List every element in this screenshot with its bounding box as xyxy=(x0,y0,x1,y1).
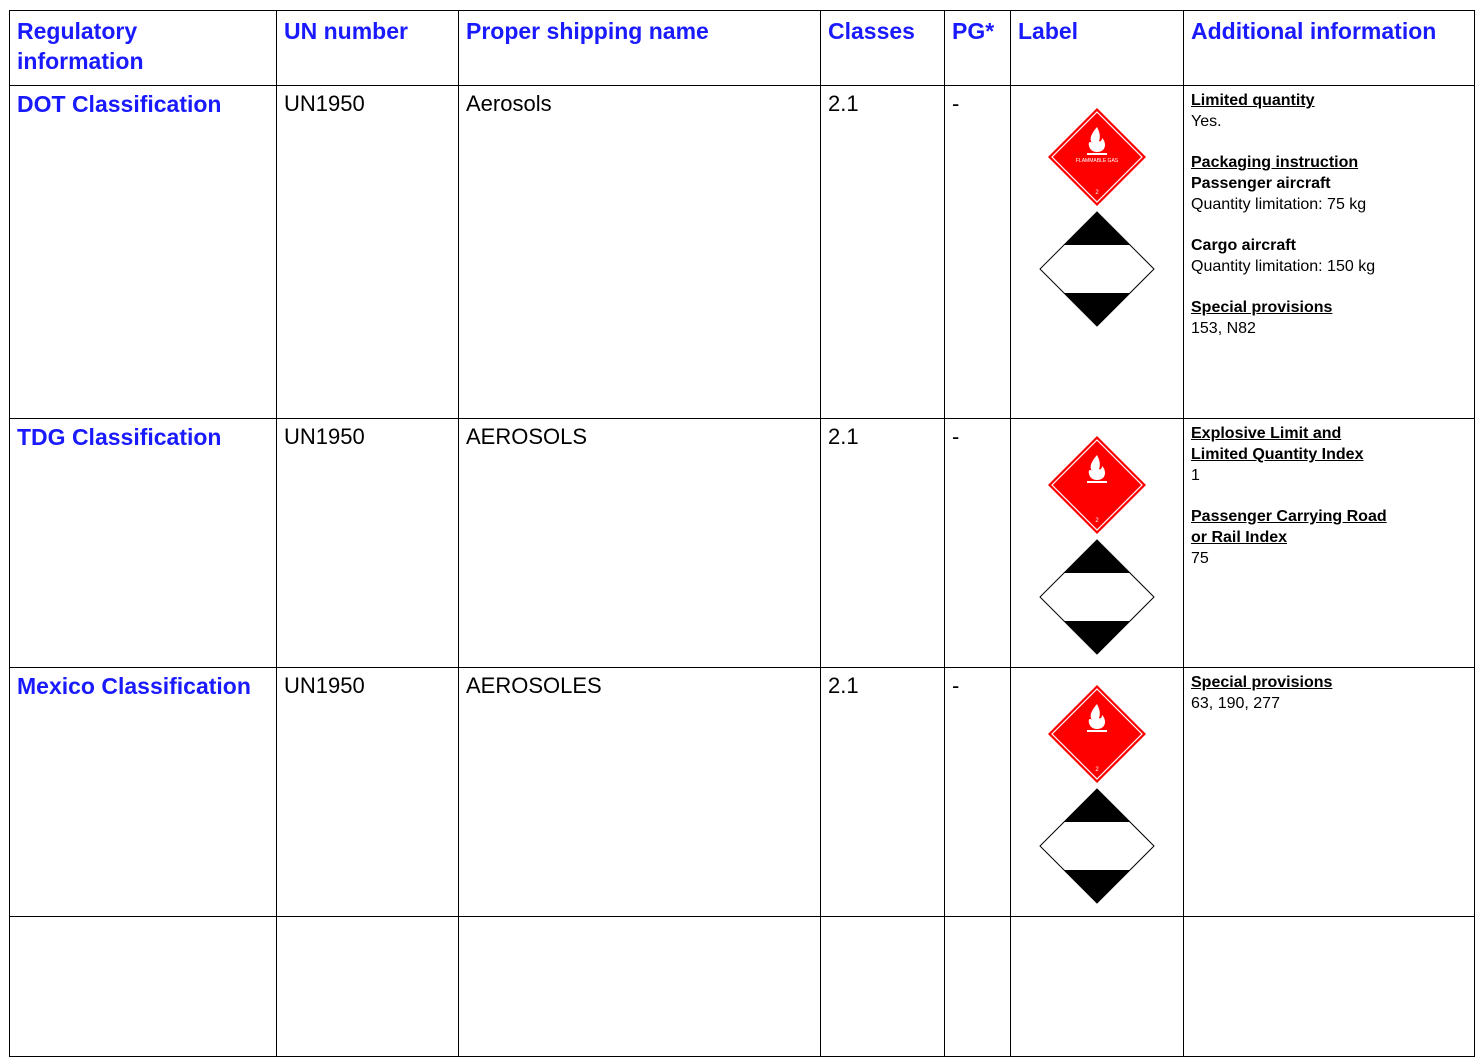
header-pg: PG* xyxy=(945,11,1011,86)
un-number: UN1950 xyxy=(277,668,459,917)
limited-quantity-heading: Limited quantity xyxy=(1191,92,1315,109)
packing-group: - xyxy=(945,419,1011,668)
header-classes: Classes xyxy=(821,11,945,86)
empty-cell xyxy=(1011,917,1184,1057)
passenger-index-heading: Passenger Carrying Road xyxy=(1191,508,1387,525)
limited-quantity-mark-icon xyxy=(1039,211,1155,327)
additional-info xyxy=(1184,668,1475,917)
regulatory-table xyxy=(9,10,1475,1057)
cargo-aircraft-heading: Cargo aircraft xyxy=(1191,237,1296,254)
explosive-limit-heading: Explosive Limit and xyxy=(1191,425,1342,442)
empty-cell xyxy=(277,917,459,1057)
proper-shipping-name: AEROSOLS xyxy=(459,419,821,668)
flammable-gas-label-icon xyxy=(1047,684,1147,784)
svg-text:2: 2 xyxy=(1095,190,1099,196)
passenger-aircraft-heading: Passenger aircraft xyxy=(1191,175,1331,192)
rail-index-heading: or Rail Index xyxy=(1191,529,1288,546)
empty-cell xyxy=(1184,917,1475,1057)
un-number: UN1950 xyxy=(277,86,459,419)
table-row xyxy=(10,86,1475,419)
header-label: Label xyxy=(1011,11,1184,86)
packing-group: - xyxy=(945,86,1011,419)
label-cell xyxy=(1011,419,1184,668)
additional-info xyxy=(1184,86,1475,419)
empty-cell xyxy=(459,917,821,1057)
empty-cell xyxy=(945,917,1011,1057)
flammable-gas-label-icon xyxy=(1047,107,1147,207)
limited-quantity-mark-icon xyxy=(1039,539,1155,655)
cargo-aircraft-value: Quantity limitation: 150 kg xyxy=(1191,258,1376,275)
proper-shipping-name: Aerosols xyxy=(459,86,821,419)
additional-info xyxy=(1184,419,1475,668)
label-cell xyxy=(1011,86,1184,419)
regulation-name: TDG Classification xyxy=(10,419,277,668)
proper-shipping-name: AEROSOLES xyxy=(459,668,821,917)
flammable-gas-label-icon xyxy=(1047,435,1147,535)
svg-text:FLAMMABLE GAS: FLAMMABLE GAS xyxy=(1075,158,1119,164)
explosive-limit-value: 1 xyxy=(1191,467,1200,484)
regulation-name: DOT Classification xyxy=(10,86,277,419)
empty-cell xyxy=(821,917,945,1057)
class-value: 2.1 xyxy=(821,419,945,668)
header-un-number: UN number xyxy=(277,11,459,86)
special-provisions-heading: Special provisions xyxy=(1191,674,1333,691)
header-proper-shipping-name: Proper shipping name xyxy=(459,11,821,86)
regulation-name: Mexico Classification xyxy=(10,668,277,917)
class-value: 2.1 xyxy=(821,86,945,419)
svg-text:2: 2 xyxy=(1095,767,1099,773)
special-provisions-value: 63, 190, 277 xyxy=(1191,695,1280,712)
limited-quantity-mark-icon xyxy=(1039,788,1155,904)
passenger-aircraft-value: Quantity limitation: 75 kg xyxy=(1191,196,1367,213)
limited-quantity-index-heading: Limited Quantity Index xyxy=(1191,446,1364,463)
table-row xyxy=(10,668,1475,917)
svg-text:2: 2 xyxy=(1095,518,1099,524)
header-regulatory-information: Regulatory information xyxy=(10,11,277,86)
header-additional-information: Additional information xyxy=(1184,11,1475,86)
packaging-instruction-heading: Packaging instruction xyxy=(1191,154,1359,171)
passenger-index-value: 75 xyxy=(1191,550,1209,567)
special-provisions-value: 153, N82 xyxy=(1191,320,1256,337)
special-provisions-heading: Special provisions xyxy=(1191,299,1333,316)
un-number: UN1950 xyxy=(277,419,459,668)
table-row xyxy=(10,419,1475,668)
table-row xyxy=(10,917,1475,1057)
packing-group: - xyxy=(945,668,1011,917)
header-row xyxy=(10,11,1475,86)
limited-quantity-value: Yes. xyxy=(1191,113,1222,130)
label-cell xyxy=(1011,668,1184,917)
empty-cell xyxy=(10,917,277,1057)
class-value: 2.1 xyxy=(821,668,945,917)
